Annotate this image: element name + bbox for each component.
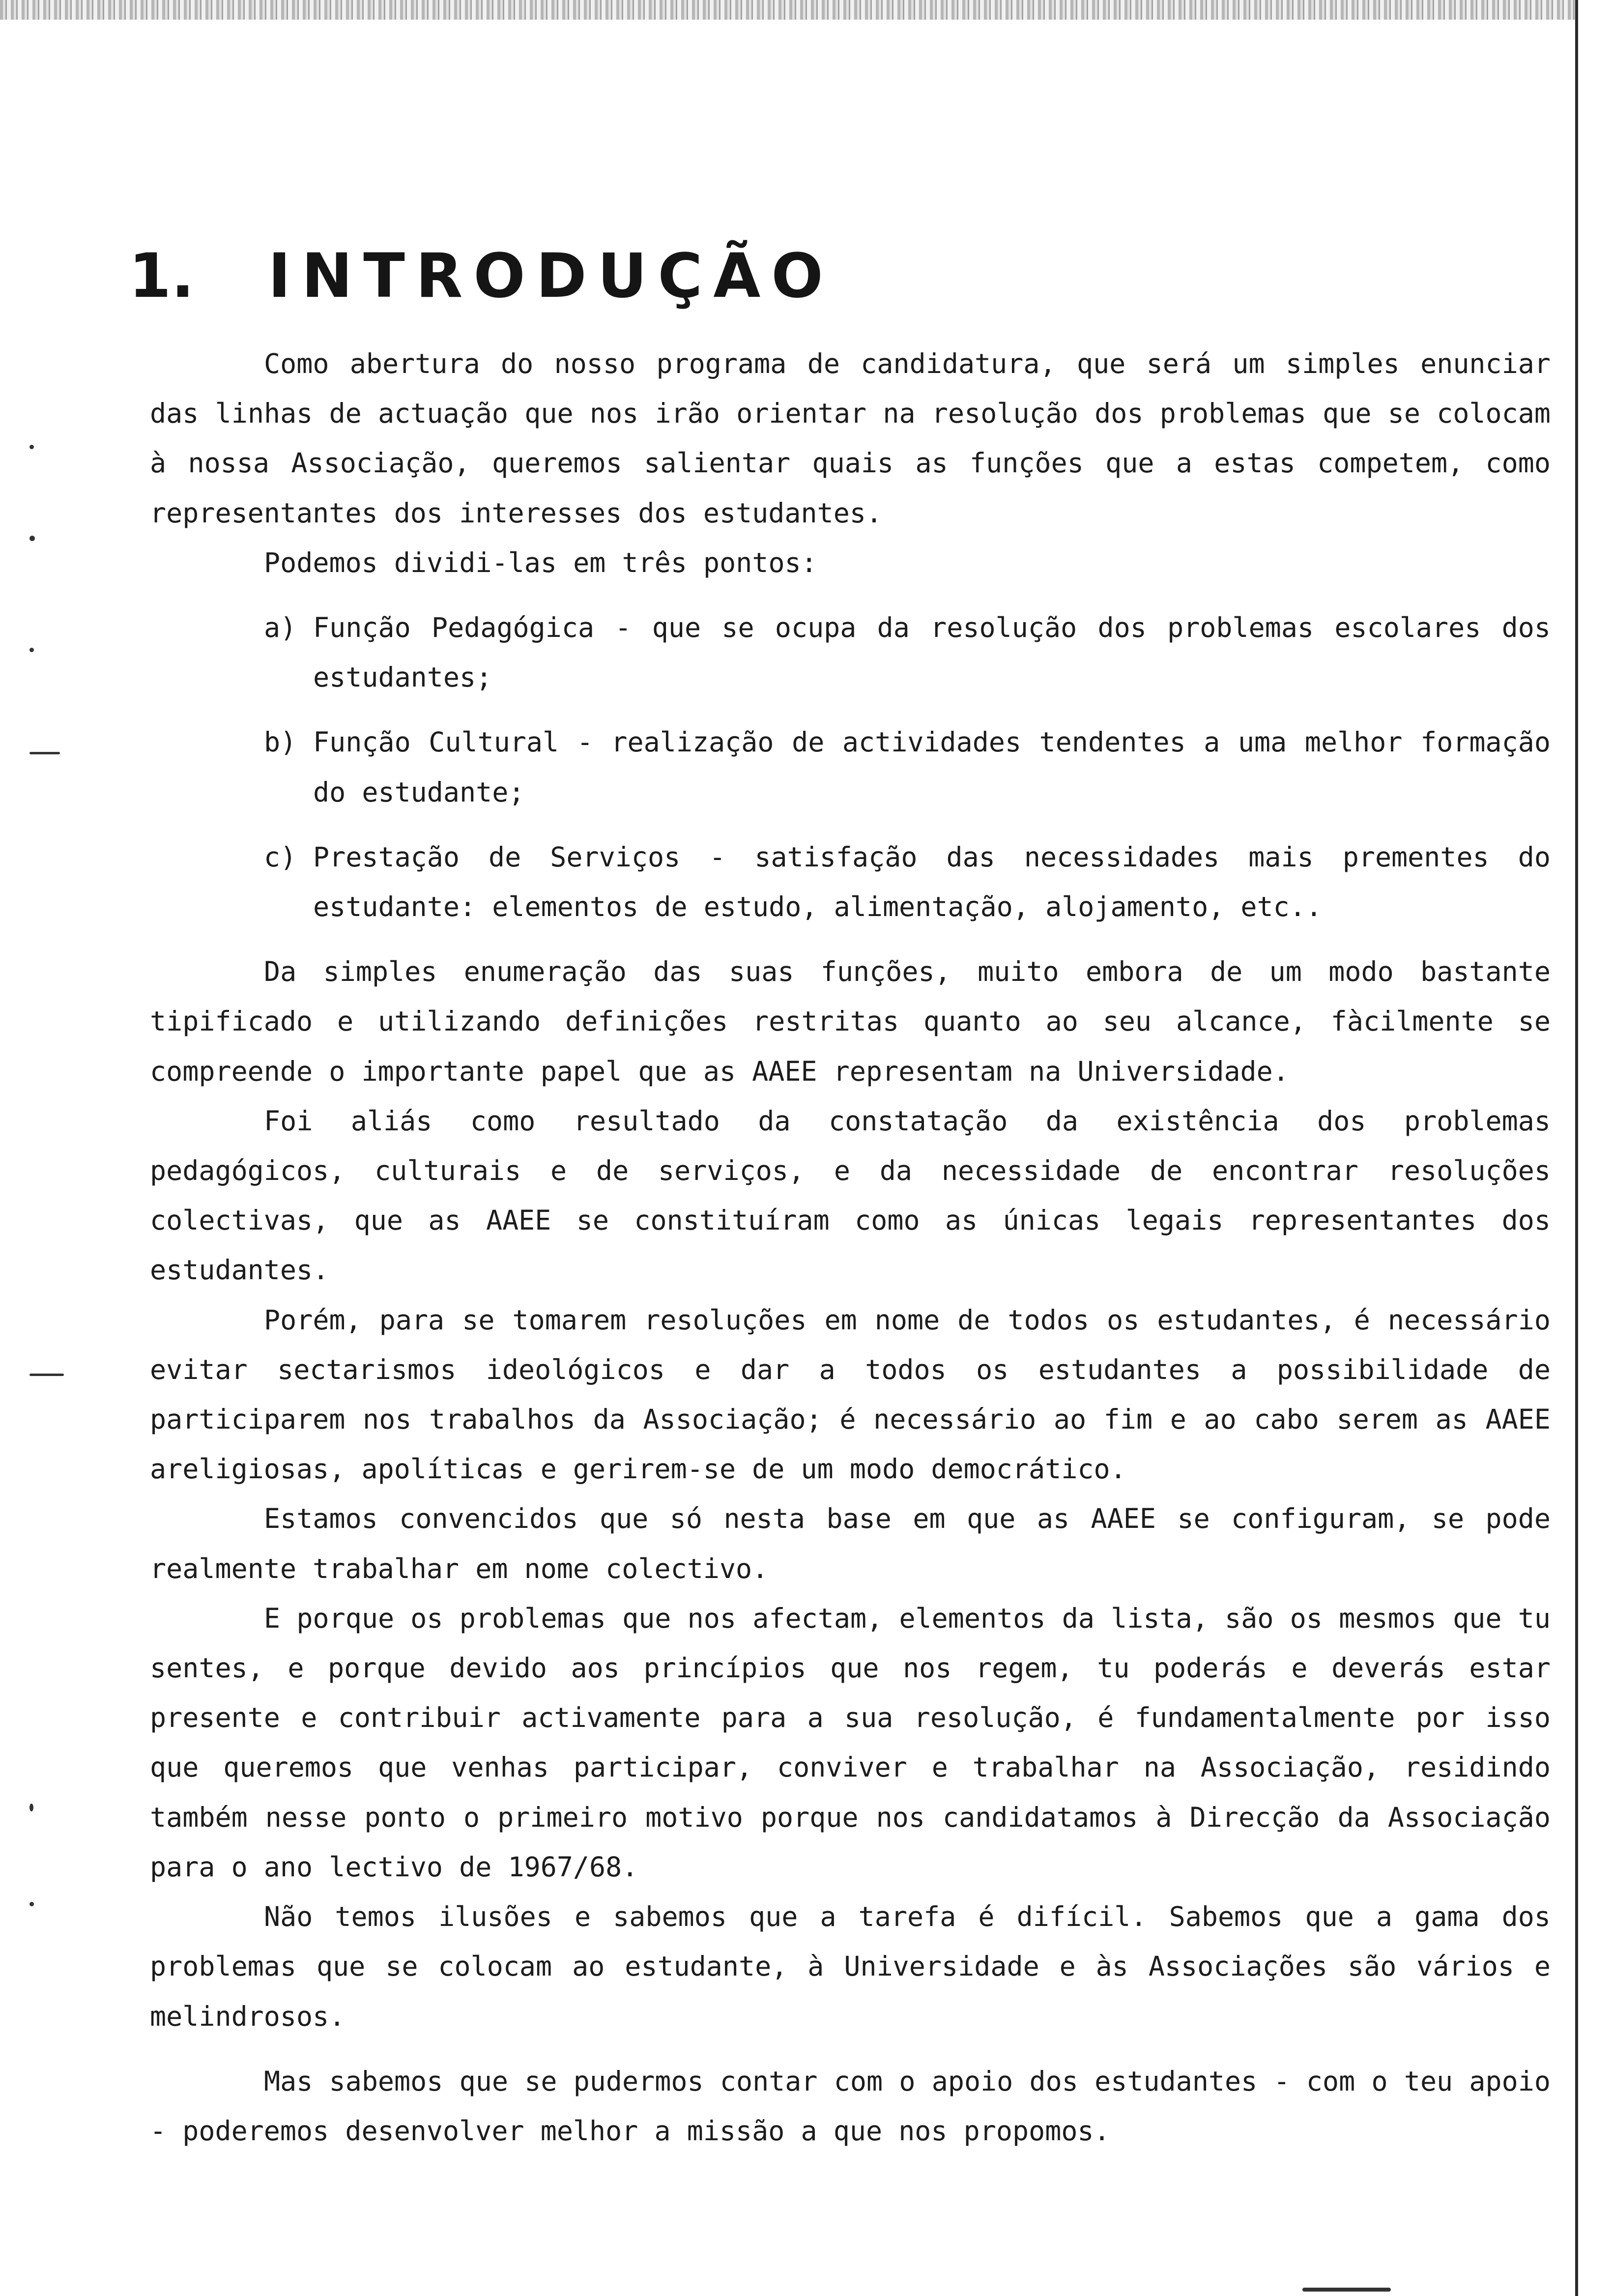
paragraph: Estamos convencidos que só nesta base em que as AAEE se configuram, se pode realmente trabalhar em nome colectivo. xyxy=(150,1503,1551,1584)
document-body xyxy=(150,339,1551,2156)
list-item xyxy=(264,832,1551,932)
paragraph: Podemos dividi-las em três pontos: xyxy=(264,546,817,578)
section-number: 1. xyxy=(129,241,195,312)
paragraph: Mas sabemos que se pudermos contar com o apoio dos estudantes - com o teu apoio - poderemos desenvolver melhor a missão a que nos propomos. xyxy=(150,2065,1551,2147)
paragraph: Não temos ilusões e sabemos que a tarefa é difícil. Sabemos que a gama dos problemas que se colocam ao estudante, à Universidade e às Associações são vários e melindrosos. xyxy=(150,1901,1551,2032)
list-item-text: Função Cultural - realização de actividades tendentes a uma melhor formação do estudante; xyxy=(313,726,1551,808)
margin-speck xyxy=(29,1804,33,1811)
paragraph: Da simples enumeração das suas funções, muito embora de um modo bastante tipificado e utilizando definições restritas quanto ao seu alcance, fàcilmente se compreende o importante papel que as AAEE representam na Universidade. xyxy=(150,956,1551,1087)
list-item-text: Prestação de Serviços - satisfação das necessidades mais prementes do estudante: elementos de estudo, alimentação, alojamento, etc.. xyxy=(313,841,1551,923)
scan-right-edge xyxy=(1575,0,1578,2296)
list-item-text: Função Pedagógica - que se ocupa da resolução dos problemas escolares dos estudantes; xyxy=(313,612,1551,693)
margin-dash xyxy=(29,1374,64,1376)
margin-speck xyxy=(29,445,34,449)
paragraph: Porém, para se tomarem resoluções em nome de todos os estudantes, é necessário evitar sectarismos ideológicos e dar a todos os estudantes a possibilidade de participarem nos trabalhos da Associação; é necessário ao fim e ao cabo serem as AAEE areligiosas, apolíticas e gerirem-se de um modo democrático. xyxy=(150,1304,1551,1485)
list-item xyxy=(264,603,1551,702)
paragraph: Foi aliás como resultado da constatação da existência dos problemas pedagógicos, culturais e de serviços, e da necessidade de encontrar resoluções colectivas, que as AAEE se constituíram como as únicas legais representantes dos estudantes. xyxy=(150,1105,1551,1286)
paragraph: Como abertura do nosso programa de candidatura, que será um simples enunciar das linhas de actuação que nos irão orientar na resolução dos problemas que se colocam à nossa Associação, queremos salientar quais as funções que a estas competem, como representantes dos interesses dos estudantes. xyxy=(150,348,1551,529)
paragraph: E porque os problemas que nos afectam, elementos da lista, são os mesmos que tu sentes, e porque devido aos princípios que nos regem, tu poderás e deverás estar presente e contribuir activamente para a sua resolução, é fundamentalmente por isso que queremos que venhas participar, conviver e trabalhar na Associação, residindo também nesse ponto o primeiro motivo porque nos candidatamos à Direcção da Associação para o ano lectivo de 1967/68. xyxy=(150,1602,1551,1883)
list-marker: b) xyxy=(264,726,297,758)
section-heading xyxy=(129,241,834,312)
section-title: INTRODUÇÃO xyxy=(268,241,834,312)
list-marker: a) xyxy=(264,612,297,644)
margin-speck xyxy=(29,1902,34,1906)
list-marker: c) xyxy=(264,841,297,873)
margin-speck xyxy=(29,536,35,541)
scan-top-edge xyxy=(0,0,1578,20)
list-item xyxy=(264,718,1551,817)
margin-speck xyxy=(29,648,34,652)
margin-dash xyxy=(29,752,60,754)
scan-bottom-mark xyxy=(1302,2288,1391,2292)
